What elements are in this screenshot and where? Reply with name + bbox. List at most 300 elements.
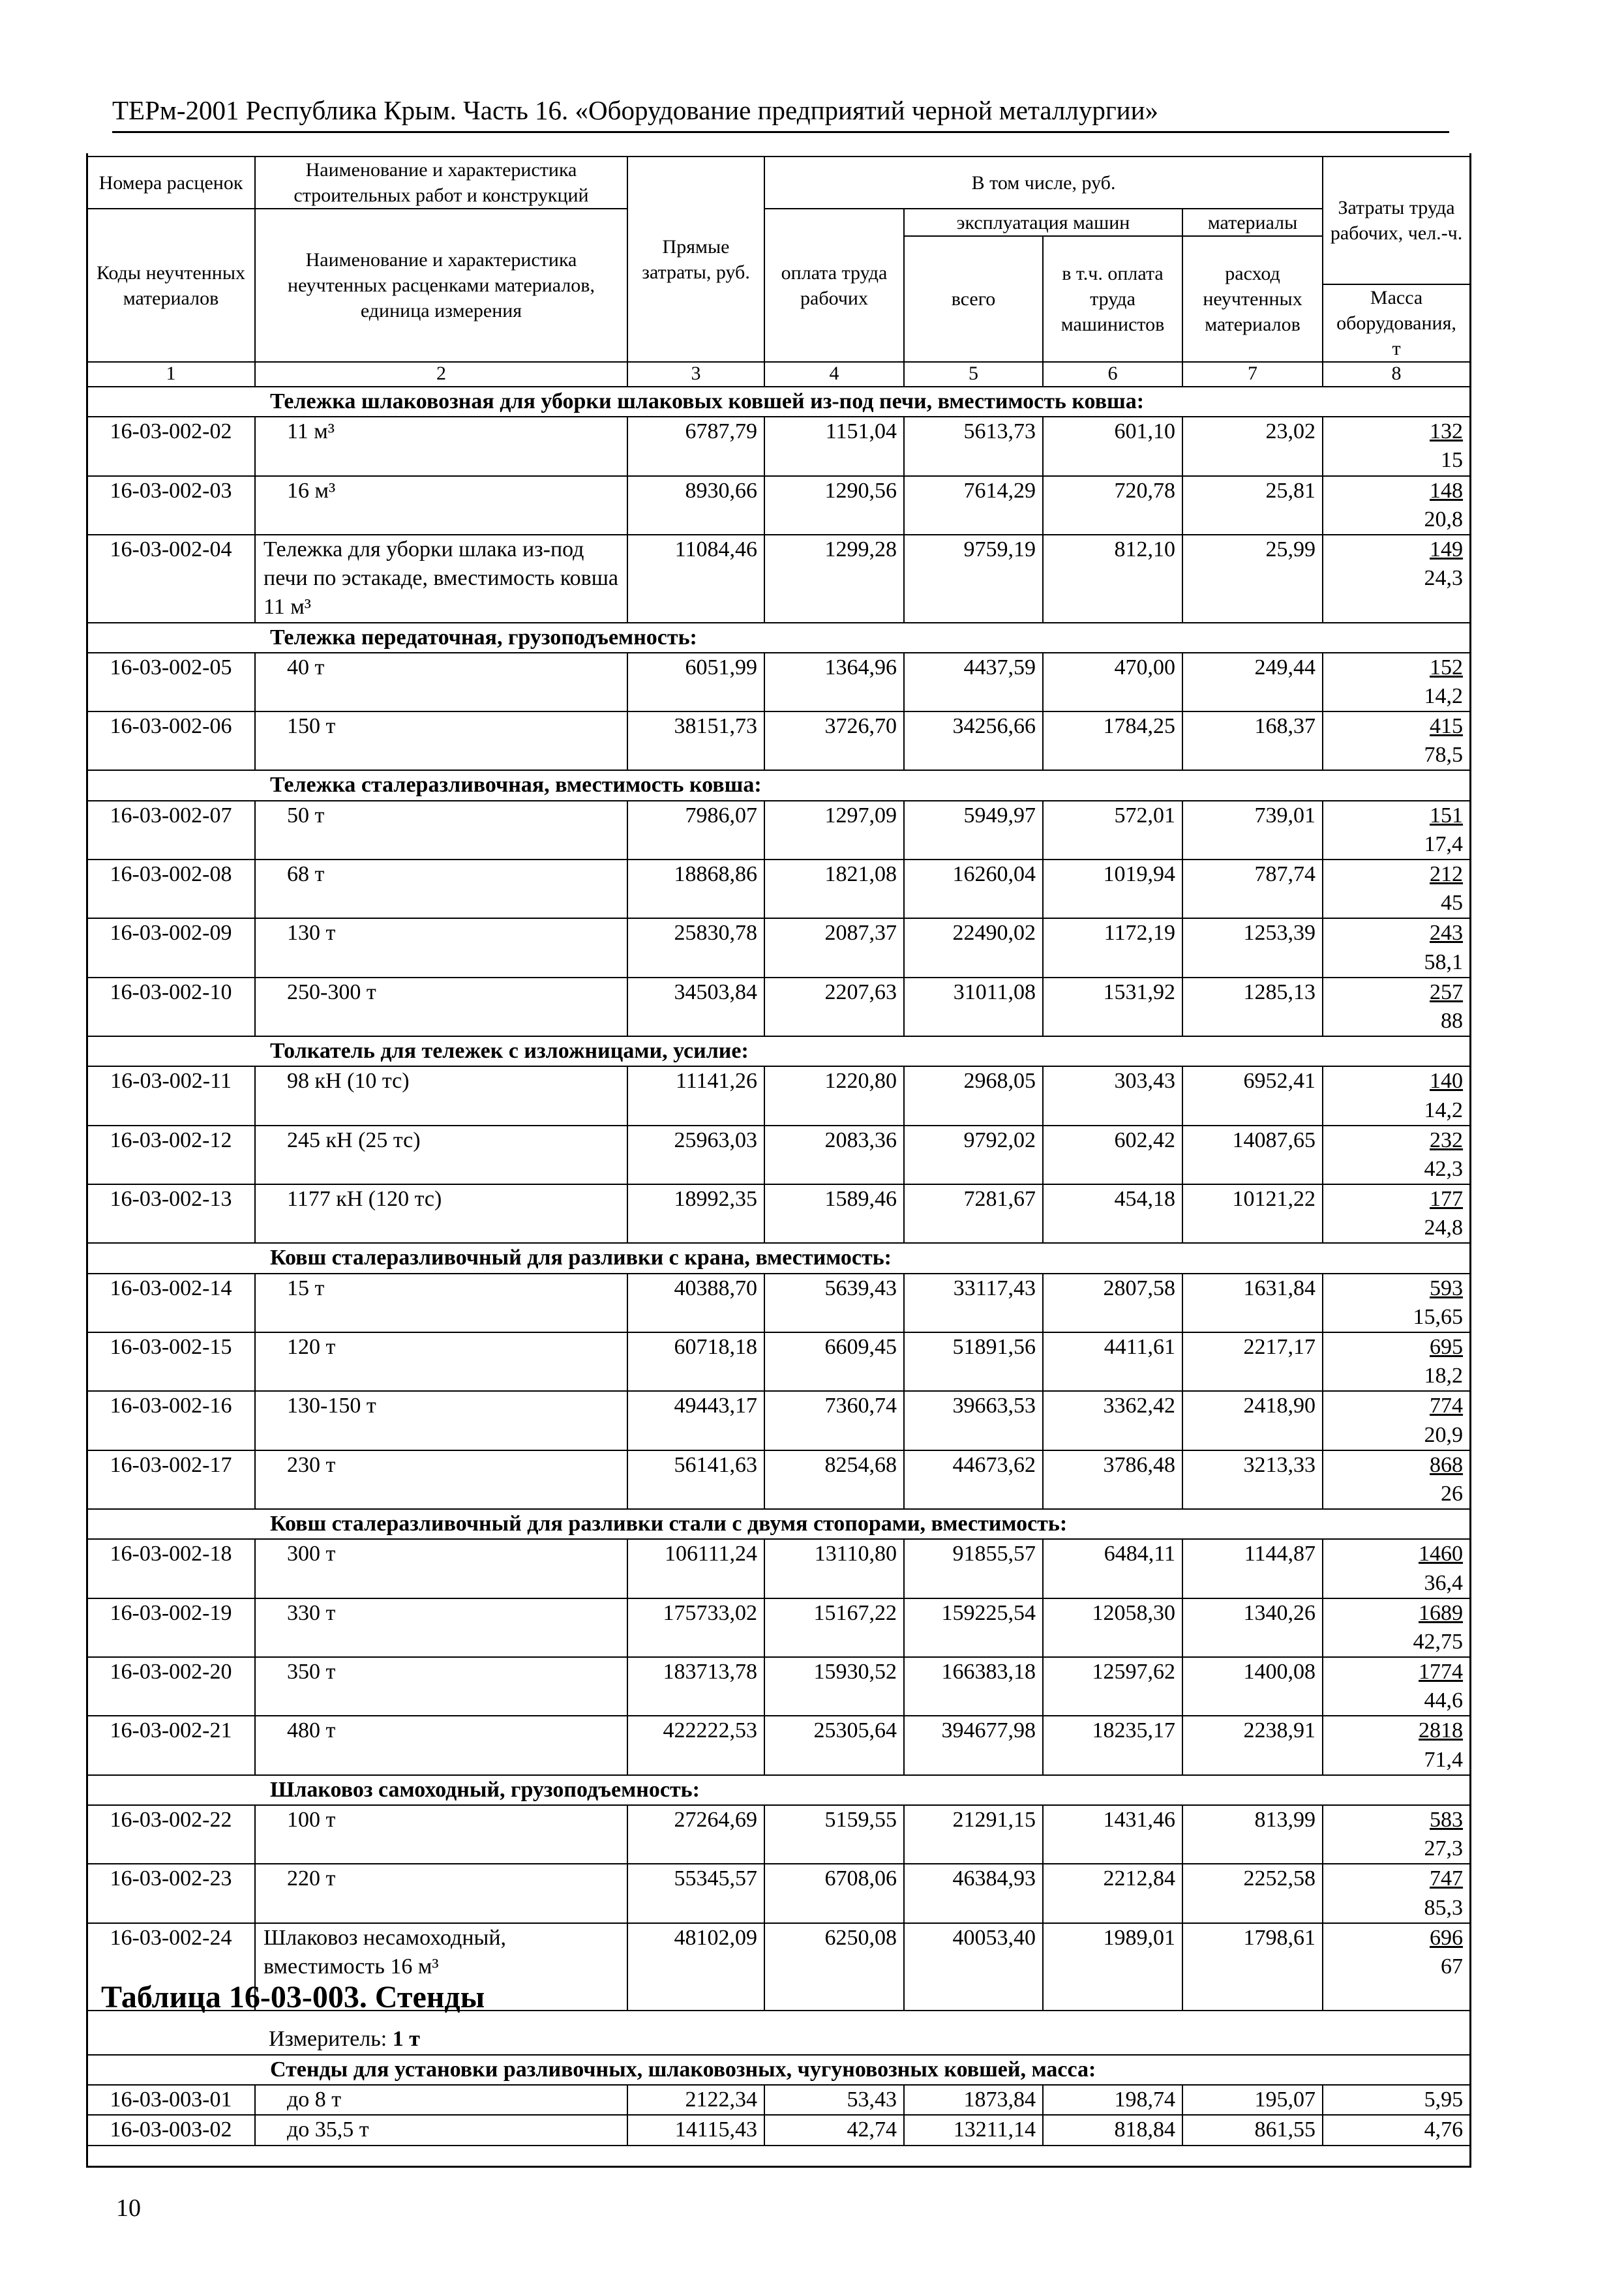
- materials-cost: 168,37: [1182, 711, 1323, 770]
- operators-cost: 818,84: [1043, 2115, 1182, 2145]
- work-name: 230 т: [255, 1450, 627, 1509]
- labor-mass-cell: [1323, 1598, 1470, 1657]
- work-name: Тележка для уборки шлака из-под печи по эстакаде, вместимость ковша 11 м³: [255, 535, 627, 623]
- labor-hours: [1330, 653, 1463, 682]
- measure-label: Измеритель:: [269, 2027, 387, 2051]
- labor-hours-value: 151: [1430, 803, 1464, 828]
- column-number: 6: [1043, 362, 1182, 387]
- section-header-row: [87, 1775, 1470, 1805]
- labor-hours-value: 695: [1430, 1335, 1464, 1359]
- labor-hours-value: 747: [1430, 1866, 1464, 1891]
- direct-cost: 11141,26: [627, 1066, 764, 1125]
- labor-hours: [1330, 1333, 1463, 1362]
- col-naim: Наименование и характеристика строительных работ и конструкций: [255, 157, 627, 209]
- labor-hours-value: 177: [1430, 1187, 1464, 1212]
- operators-cost: 18235,17: [1043, 1716, 1182, 1774]
- labor-hours: [1330, 1924, 1463, 1952]
- section-title: Толкатель для тележек с изложницами, усилие:: [87, 1036, 1470, 1066]
- section-title: Тележка сталеразливочная, вместимость ковша:: [87, 770, 1470, 800]
- rate-code: 16-03-002-11: [87, 1066, 255, 1125]
- machines-cost: 46384,93: [904, 1864, 1043, 1922]
- equipment-mass: 45: [1441, 891, 1464, 916]
- rate-code: 16-03-002-05: [87, 653, 255, 711]
- labor-hours: [1330, 712, 1463, 741]
- materials-cost: 2252,58: [1182, 1864, 1323, 1922]
- labor-mass-cell: [1323, 1450, 1470, 1509]
- table-row: [87, 1539, 1470, 1598]
- column-number: 4: [764, 362, 904, 387]
- col-materialy: материалы: [1182, 209, 1323, 236]
- labor-hours: [1330, 477, 1463, 505]
- labor-cost: 1299,28: [764, 535, 904, 623]
- rate-code: 16-03-002-04: [87, 535, 255, 623]
- labor-cost: 53,43: [764, 2085, 904, 2115]
- operators-cost: 3362,42: [1043, 1391, 1182, 1450]
- materials-cost: 195,07: [1182, 2085, 1323, 2115]
- table2-section-title: Стенды для установки разливочных, шлаковозных, чугуновозных ковшей, масса:: [87, 2055, 1470, 2085]
- section-header-row: [87, 387, 1470, 417]
- rate-code: 16-03-002-10: [87, 978, 255, 1036]
- table2-measure: [269, 2027, 420, 2052]
- work-name: 245 кН (25 тс): [255, 1126, 627, 1184]
- labor-hours: [1330, 1067, 1463, 1096]
- labor-mass-cell: [1323, 1923, 1470, 2011]
- labor-hours-value: 232: [1430, 1128, 1464, 1152]
- section-title: Шлаковоз самоходный, грузоподъемность:: [87, 1775, 1470, 1805]
- labor-hours-value: 257: [1430, 980, 1464, 1004]
- labor-hours-value: 868: [1430, 1452, 1464, 1477]
- operators-cost: 303,43: [1043, 1066, 1182, 1125]
- measure-value: 1 т: [392, 2027, 420, 2051]
- labor-cost: 2087,37: [764, 918, 904, 977]
- work-name: до 35,5 т: [255, 2115, 627, 2145]
- col-vtom: В том числе, руб.: [764, 157, 1323, 209]
- labor-hours-value: 212: [1430, 862, 1464, 886]
- page-number: 10: [116, 2194, 141, 2222]
- labor-mass-cell: [1323, 978, 1470, 1036]
- table-row: [87, 1805, 1470, 1864]
- rate-code: 16-03-002-13: [87, 1184, 255, 1243]
- operators-cost: 12058,30: [1043, 1598, 1182, 1657]
- labor-hours: [1330, 417, 1463, 446]
- col-rashod: расход неучтенных материалов: [1182, 236, 1323, 362]
- work-name: 98 кН (10 тс): [255, 1066, 627, 1125]
- equipment-mass: 15: [1441, 448, 1464, 473]
- machines-cost: 394677,98: [904, 1716, 1043, 1774]
- labor-mass-cell: [1323, 1805, 1470, 1864]
- materials-cost: 25,99: [1182, 535, 1323, 623]
- machines-cost: 16260,04: [904, 860, 1043, 918]
- labor-hours-value: 583: [1430, 1808, 1464, 1832]
- equipment-mass: 42,75: [1413, 1629, 1464, 1654]
- labor-cost: 1589,46: [764, 1184, 904, 1243]
- rate-code: 16-03-002-22: [87, 1805, 255, 1864]
- labor-mass-cell: [1323, 1657, 1470, 1716]
- labor-cost: 1364,96: [764, 653, 904, 711]
- labor-hours-value: 149: [1430, 537, 1464, 561]
- equipment-mass: 24,8: [1424, 1216, 1464, 1240]
- direct-cost: 48102,09: [627, 1923, 764, 2011]
- rate-code: 16-03-002-15: [87, 1332, 255, 1391]
- materials-cost: 1798,61: [1182, 1923, 1323, 2011]
- materials-cost: 6952,41: [1182, 1066, 1323, 1125]
- rate-code: 16-03-002-14: [87, 1274, 255, 1332]
- materials-cost: 249,44: [1182, 653, 1323, 711]
- rate-code: 16-03-003-01: [87, 2085, 255, 2115]
- labor-cost: 6250,08: [764, 1923, 904, 2011]
- section-header-row: [87, 1509, 1470, 1539]
- machines-cost: 22490,02: [904, 918, 1043, 977]
- labor-hours: [1330, 1392, 1463, 1420]
- work-name: Шлаковоз несамоходный, вместимость 16 м³: [255, 1923, 627, 2011]
- machines-cost: 5949,97: [904, 801, 1043, 860]
- materials-cost: 861,55: [1182, 2115, 1323, 2145]
- rate-code: 16-03-002-20: [87, 1657, 255, 1716]
- operators-cost: 812,10: [1043, 535, 1182, 623]
- labor-cost: 5159,55: [764, 1805, 904, 1864]
- labor-hours: [1330, 535, 1463, 564]
- machines-cost: 13211,14: [904, 2115, 1043, 2145]
- operators-cost: 2212,84: [1043, 1864, 1182, 1922]
- operators-cost: 4411,61: [1043, 1332, 1182, 1391]
- labor-hours: 5,95: [1323, 2085, 1470, 2115]
- labor-cost: 2083,36: [764, 1126, 904, 1184]
- materials-cost: 739,01: [1182, 801, 1323, 860]
- rate-code: 16-03-002-02: [87, 417, 255, 475]
- labor-mass-cell: [1323, 1126, 1470, 1184]
- work-name: 50 т: [255, 801, 627, 860]
- stands-table: [86, 2054, 1471, 2146]
- col-pryamye: Прямые затраты, руб.: [627, 157, 764, 362]
- table-row: [87, 1598, 1470, 1657]
- equipment-mass: 71,4: [1424, 1747, 1464, 1772]
- labor-hours: [1330, 1716, 1463, 1745]
- machines-cost: 7614,29: [904, 476, 1043, 535]
- rate-code: 16-03-002-19: [87, 1598, 255, 1657]
- column-number: 1: [87, 362, 255, 387]
- column-number: 8: [1323, 362, 1470, 387]
- machines-cost: 9792,02: [904, 1126, 1043, 1184]
- labor-cost: 5639,43: [764, 1274, 904, 1332]
- machines-cost: 40053,40: [904, 1923, 1043, 2011]
- labor-mass-cell: [1323, 1066, 1470, 1125]
- labor-cost: 3726,70: [764, 711, 904, 770]
- labor-mass-cell: [1323, 535, 1470, 623]
- direct-cost: 56141,63: [627, 1450, 764, 1509]
- equipment-mass: 20,9: [1424, 1422, 1464, 1447]
- direct-cost: 27264,69: [627, 1805, 764, 1864]
- labor-mass-cell: [1323, 1716, 1470, 1774]
- column-number: 2: [255, 362, 627, 387]
- materials-cost: 3213,33: [1182, 1450, 1323, 1509]
- labor-hours: [1330, 1599, 1463, 1628]
- labor-mass-cell: [1323, 801, 1470, 860]
- table-row: [87, 1274, 1470, 1332]
- labor-hours: [1330, 1185, 1463, 1214]
- materials-cost: 1253,39: [1182, 918, 1323, 977]
- equipment-mass: 14,2: [1424, 1098, 1464, 1122]
- labor-hours-value: 774: [1430, 1394, 1464, 1418]
- table-row: [87, 2115, 1470, 2145]
- table-row: [87, 1332, 1470, 1391]
- labor-hours-value: 243: [1430, 921, 1464, 946]
- labor-cost: 1290,56: [764, 476, 904, 535]
- labor-hours: [1330, 1658, 1463, 1686]
- materials-cost: 2418,90: [1182, 1391, 1323, 1450]
- machines-cost: 5613,73: [904, 417, 1043, 475]
- machines-cost: 4437,59: [904, 653, 1043, 711]
- table-row: [87, 1066, 1470, 1125]
- rate-code: 16-03-002-06: [87, 711, 255, 770]
- equipment-mass: 26: [1441, 1481, 1464, 1506]
- column-numbers-row: [87, 362, 1470, 387]
- table-row: [87, 417, 1470, 475]
- labor-mass-cell: [1323, 1332, 1470, 1391]
- labor-cost: 6609,45: [764, 1332, 904, 1391]
- work-name: 130-150 т: [255, 1391, 627, 1450]
- direct-cost: 2122,34: [627, 2085, 764, 2115]
- work-name: 480 т: [255, 1716, 627, 1774]
- labor-hours-value: 152: [1430, 655, 1464, 680]
- work-name: 150 т: [255, 711, 627, 770]
- materials-cost: 25,81: [1182, 476, 1323, 535]
- equipment-mass: 27,3: [1424, 1836, 1464, 1861]
- table-row: [87, 918, 1470, 977]
- table-row: [87, 535, 1470, 623]
- direct-cost: 11084,46: [627, 535, 764, 623]
- rate-code: 16-03-002-23: [87, 1864, 255, 1922]
- operators-cost: 12597,62: [1043, 1657, 1182, 1716]
- table-row: [87, 801, 1470, 860]
- direct-cost: 40388,70: [627, 1274, 764, 1332]
- equipment-mass: 58,1: [1424, 950, 1464, 974]
- labor-mass-cell: [1323, 1391, 1470, 1450]
- operators-cost: 1172,19: [1043, 918, 1182, 977]
- materials-cost: 14087,65: [1182, 1126, 1323, 1184]
- rate-code: 16-03-002-24: [87, 1923, 255, 2011]
- equipment-mass: 44,6: [1424, 1688, 1464, 1713]
- labor-cost: 25305,64: [764, 1716, 904, 1774]
- column-number: 3: [627, 362, 764, 387]
- machines-cost: 51891,56: [904, 1332, 1043, 1391]
- labor-hours: [1330, 919, 1463, 948]
- materials-cost: 23,02: [1182, 417, 1323, 475]
- labor-hours-value: 140: [1430, 1069, 1464, 1094]
- labor-hours-value: 132: [1430, 419, 1464, 444]
- labor-mass-cell: [1323, 918, 1470, 977]
- machines-cost: 9759,19: [904, 535, 1043, 623]
- labor-hours: [1330, 1451, 1463, 1480]
- operators-cost: 720,78: [1043, 476, 1182, 535]
- materials-cost: 2238,91: [1182, 1716, 1323, 1774]
- section-header-row: [87, 623, 1470, 653]
- labor-hours: [1330, 1864, 1463, 1893]
- work-name: 300 т: [255, 1539, 627, 1598]
- section-title: Ковш сталеразливочный для разливки стали с двумя стопорами, вместимость:: [87, 1509, 1470, 1539]
- direct-cost: 14115,43: [627, 2115, 764, 2145]
- materials-cost: 1400,08: [1182, 1657, 1323, 1716]
- labor-cost: 1151,04: [764, 417, 904, 475]
- section-title: Тележка шлаковозная для уборки шлаковых ковшей из-под печи, вместимость ковша:: [87, 387, 1470, 417]
- equipment-mass: 18,2: [1424, 1364, 1464, 1388]
- work-name: 120 т: [255, 1332, 627, 1391]
- direct-cost: 175733,02: [627, 1598, 764, 1657]
- direct-cost: 18992,35: [627, 1184, 764, 1243]
- machines-cost: 34256,66: [904, 711, 1043, 770]
- equipment-mass: 88: [1441, 1008, 1464, 1033]
- table-row: [87, 1864, 1470, 1922]
- labor-hours-value: 1774: [1419, 1660, 1464, 1684]
- rate-code: 16-03-002-18: [87, 1539, 255, 1598]
- machines-cost: 33117,43: [904, 1274, 1043, 1332]
- labor-cost: 6708,06: [764, 1864, 904, 1922]
- equipment-mass: 42,3: [1424, 1156, 1464, 1181]
- labor-cost: 15930,52: [764, 1657, 904, 1716]
- col-ekspl: эксплуатация машин: [904, 209, 1182, 236]
- column-number: 5: [904, 362, 1043, 387]
- labor-hours: [1330, 1540, 1463, 1568]
- labor-cost: 8254,68: [764, 1450, 904, 1509]
- rate-code: 16-03-002-08: [87, 860, 255, 918]
- labor-hours: [1330, 801, 1463, 830]
- labor-mass-cell: [1323, 711, 1470, 770]
- labor-cost: 7360,74: [764, 1391, 904, 1450]
- table-row: [87, 711, 1470, 770]
- equipment-mass: 78,5: [1424, 743, 1464, 768]
- operators-cost: 1989,01: [1043, 1923, 1182, 2011]
- section-header-row: [87, 1243, 1470, 1273]
- operators-cost: 2807,58: [1043, 1274, 1182, 1332]
- rate-code: 16-03-002-07: [87, 801, 255, 860]
- equipment-mass: 67: [1441, 1954, 1464, 1979]
- machines-cost: 166383,18: [904, 1657, 1043, 1716]
- work-name: 40 т: [255, 653, 627, 711]
- col-zatraty: Затраты труда рабочих, чел.-ч.: [1323, 157, 1470, 284]
- equipment-mass: 85,3: [1424, 1895, 1464, 1920]
- direct-cost: 18868,86: [627, 860, 764, 918]
- table2-title: Таблица 16-03-003. Стенды: [101, 1980, 485, 2014]
- table-row: [87, 1716, 1470, 1774]
- labor-hours-value: 2818: [1419, 1718, 1464, 1743]
- operators-cost: 3786,48: [1043, 1450, 1182, 1509]
- materials-cost: 1144,87: [1182, 1539, 1323, 1598]
- equipment-mass: 15,65: [1413, 1304, 1464, 1329]
- labor-hours-value: 148: [1430, 478, 1464, 503]
- table-row: [87, 978, 1470, 1036]
- labor-cost: 15167,22: [764, 1598, 904, 1657]
- work-name: 15 т: [255, 1274, 627, 1332]
- labor-hours: [1330, 1806, 1463, 1834]
- section-header-row: [87, 770, 1470, 800]
- labor-mass-cell: [1323, 476, 1470, 535]
- section-title: Ковш сталеразливочный для разливки с крана, вместимость:: [87, 1243, 1470, 1273]
- rate-code: 16-03-002-17: [87, 1450, 255, 1509]
- machines-cost: 159225,54: [904, 1598, 1043, 1657]
- operators-cost: 1784,25: [1043, 711, 1182, 770]
- table-row: [87, 1184, 1470, 1243]
- direct-cost: 38151,73: [627, 711, 764, 770]
- equipment-mass: 14,2: [1424, 683, 1464, 708]
- operators-cost: 602,42: [1043, 1126, 1182, 1184]
- table-row: [87, 1657, 1470, 1716]
- work-name: 250-300 т: [255, 978, 627, 1036]
- col-vtch: в т.ч. оплата труда машинистов: [1043, 236, 1182, 362]
- machines-cost: 7281,67: [904, 1184, 1043, 1243]
- labor-mass-cell: [1323, 417, 1470, 475]
- labor-hours-value: 593: [1430, 1276, 1464, 1300]
- table-row: [87, 1450, 1470, 1509]
- labor-mass-cell: [1323, 860, 1470, 918]
- machines-cost: 44673,62: [904, 1450, 1043, 1509]
- work-name: 100 т: [255, 1805, 627, 1864]
- rate-code: 16-03-002-09: [87, 918, 255, 977]
- labor-hours: [1330, 1126, 1463, 1155]
- table-row: [87, 2085, 1470, 2115]
- materials-cost: 813,99: [1182, 1805, 1323, 1864]
- rate-code: 16-03-003-02: [87, 2115, 255, 2145]
- labor-hours: [1330, 860, 1463, 889]
- work-name: 1177 кН (120 тс): [255, 1184, 627, 1243]
- materials-cost: 10121,22: [1182, 1184, 1323, 1243]
- labor-hours: [1330, 1274, 1463, 1303]
- operators-cost: 198,74: [1043, 2085, 1182, 2115]
- operators-cost: 1019,94: [1043, 860, 1182, 918]
- equipment-mass: 17,4: [1424, 831, 1464, 856]
- labor-cost: 1821,08: [764, 860, 904, 918]
- work-name: до 8 т: [255, 2085, 627, 2115]
- machines-cost: 1873,84: [904, 2085, 1043, 2115]
- work-name: 68 т: [255, 860, 627, 918]
- labor-hours: 4,76: [1323, 2115, 1470, 2145]
- direct-cost: 25963,03: [627, 1126, 764, 1184]
- direct-cost: 34503,84: [627, 978, 764, 1036]
- labor-mass-cell: [1323, 1864, 1470, 1922]
- col-kody: Коды неучтенных материалов: [87, 209, 255, 362]
- work-name: 350 т: [255, 1657, 627, 1716]
- machines-cost: 31011,08: [904, 978, 1043, 1036]
- work-name: 330 т: [255, 1598, 627, 1657]
- machines-cost: 39663,53: [904, 1391, 1043, 1450]
- operators-cost: 6484,11: [1043, 1539, 1182, 1598]
- direct-cost: 7986,07: [627, 801, 764, 860]
- rates-table: [86, 156, 1471, 2011]
- equipment-mass: 36,4: [1424, 1570, 1464, 1595]
- direct-cost: 60718,18: [627, 1332, 764, 1391]
- operators-cost: 601,10: [1043, 417, 1182, 475]
- direct-cost: 183713,78: [627, 1657, 764, 1716]
- table-row: [87, 1126, 1470, 1184]
- rate-code: 16-03-002-03: [87, 476, 255, 535]
- work-name: 220 т: [255, 1864, 627, 1922]
- equipment-mass: 20,8: [1424, 507, 1464, 531]
- col-massa: Масса оборудования, т: [1323, 284, 1470, 362]
- labor-hours-value: 1460: [1419, 1542, 1464, 1566]
- rate-code: 16-03-002-12: [87, 1126, 255, 1184]
- direct-cost: 49443,17: [627, 1391, 764, 1450]
- table-row: [87, 653, 1470, 711]
- work-name: 130 т: [255, 918, 627, 977]
- machines-cost: 91855,57: [904, 1539, 1043, 1598]
- col-oplata: оплата труда рабочих: [764, 209, 904, 362]
- rate-code: 16-03-002-21: [87, 1716, 255, 1774]
- labor-mass-cell: [1323, 653, 1470, 711]
- labor-cost: 1220,80: [764, 1066, 904, 1125]
- labor-mass-cell: [1323, 1539, 1470, 1598]
- operators-cost: 572,01: [1043, 801, 1182, 860]
- equipment-mass: 24,3: [1424, 566, 1464, 591]
- materials-cost: 1340,26: [1182, 1598, 1323, 1657]
- col-nomera: Номера расценок: [87, 157, 255, 209]
